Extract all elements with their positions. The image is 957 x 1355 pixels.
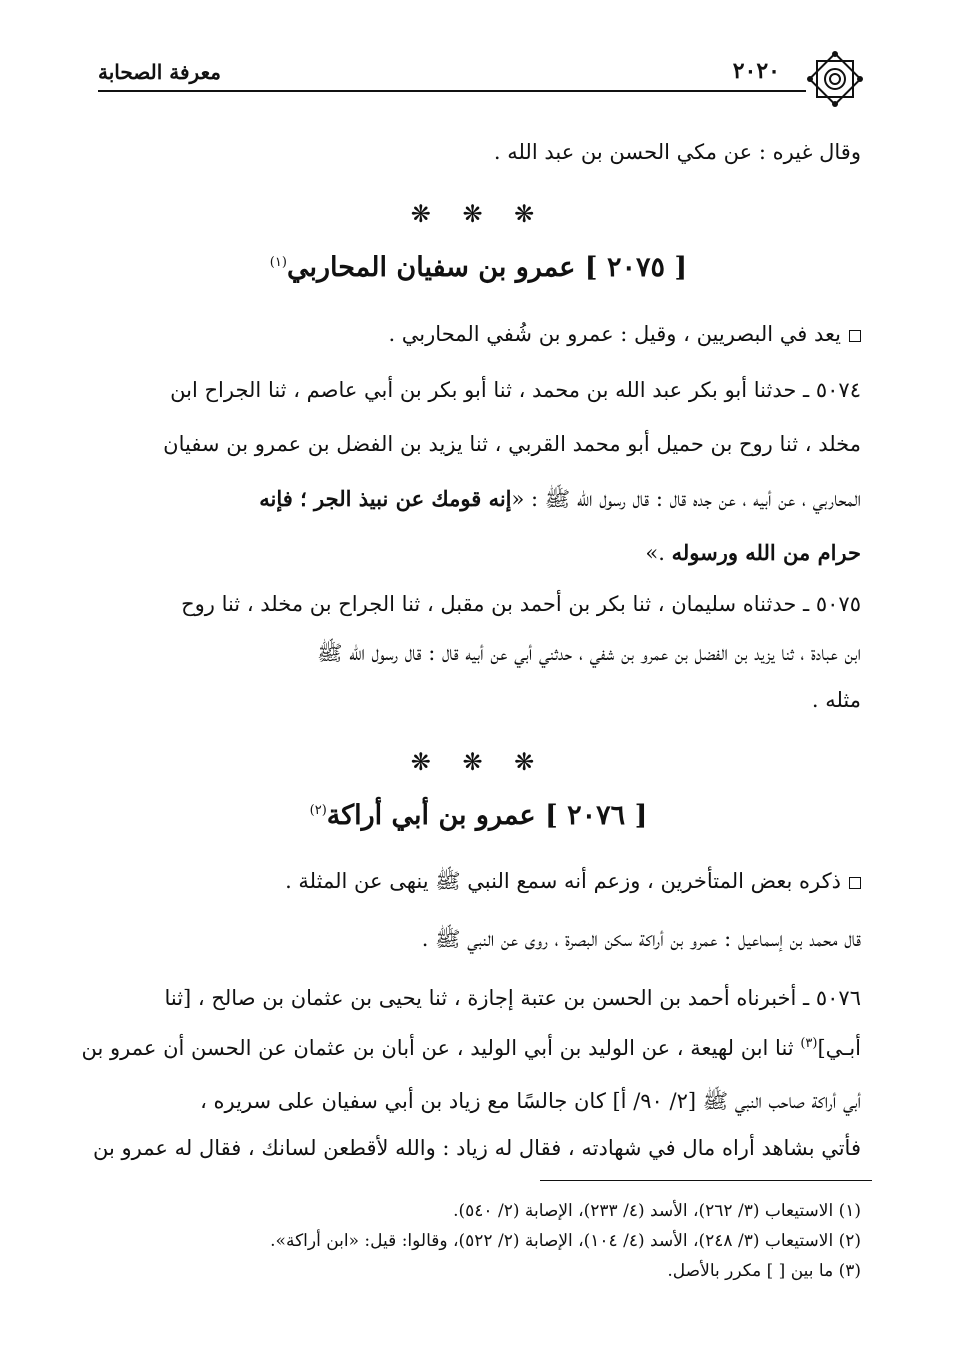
footnote-1: (١) الاستيعاب (٣/ ٢٦٢)، الأسد (٤/ ٢٣٣)، الإصابة (٢/ ٥٤٠).: [453, 1201, 861, 1221]
footnote-2: (٢) الاستيعاب (٣/ ٢٤٨)، الأسد (٤/ ١٠٤)، الإصابة (٢/ ٥٢٢)، وقالوا: قيل: «ابن أراكة».: [270, 1231, 861, 1251]
hadith-5074-line-2: مخلد ، ثنا روح بن حميل أبو محمد القربي ، ثنا يزيد بن الفضل بن عمرو بن سفيان: [163, 432, 861, 456]
hadith-5076-line-2-rest: ثنا ابن لهيعة ، عن الوليد بن أبي الوليد ، عن أبان بن عثمان عن الحسن أن عمرو بن: [81, 1036, 794, 1060]
footnote-rule: [540, 1180, 872, 1181]
footnote-ref-3: (٣): [800, 1036, 818, 1051]
hadith-5076-line-4: فأتي بشاهد أراه مال في شهادته ، فقال له زياد : والله لأقطعن لسانك ، فقال له عمرو بن: [93, 1136, 861, 1160]
entry-2076-intro-text: ذكره بعض المتأخرين ، وزعم أنه سمع النبي ﷺ ينهى عن المثلة .: [285, 869, 841, 893]
square-bullet-icon: [849, 330, 861, 342]
bukhari-line: قال محمد بن إسماعيل : عمرو بن أراكة سكن البصرة ، روى عن النبي ﷺ .: [421, 927, 861, 951]
footnote-ref-1: (١): [269, 255, 287, 270]
hadith-5074-quote: إنه قومك عن نبيذ الجر ؛ فإنه: [259, 486, 512, 511]
footnote-ref-2: (٢): [309, 803, 327, 818]
hadith-5074-line-3-text: المحاربي ، عن أبيه ، عن جده قال : قال رسول الله ﷺ : «: [511, 487, 861, 511]
hadith-5075-line-1: ٥٠٧٥ ـ حدثناه سليمان ، ثنا بكر بن أحمد بن مقبل ، ثنا الجراح بن مخلد ، ثنا روح: [181, 592, 861, 616]
footnote-3: (٣) ما بين [ ] مكرر بالأصل.: [667, 1261, 861, 1281]
hadith-5074-line-3: [95, 486, 861, 517]
running-title: معرفة الصحابة: [98, 60, 221, 84]
entry-2075-intro-text: يعد في البصريين ، وقيل : عمرو بن شُفي المحاربي .: [388, 322, 841, 346]
entry-2076-heading: [0, 800, 957, 831]
entry-2076-title: [ ٢٠٧٦ ] عمرو بن أبي أراكة: [326, 800, 648, 831]
footnotes: [95, 1196, 861, 1286]
square-bullet-icon: [849, 877, 861, 889]
entry-2075-intro: [95, 322, 861, 346]
hadith-5074-quote-end: حرام من الله ورسوله: [671, 540, 861, 565]
hadith-5076-line-1: ٥٠٧٦ ـ أخبرناه أحمد بن الحسن بن عتبة إجازة ، ثنا يحيى بن عثمان بن صالح ، [ثنا: [164, 986, 861, 1010]
hadith-5074-line-4: حرام من الله ورسوله .»: [645, 540, 861, 565]
octagram-ornament-icon: [804, 48, 866, 110]
header-rule: [98, 90, 806, 92]
intro-line: وقال غيره : عن مكي الحسن بن عبد الله .: [493, 140, 861, 164]
hadith-5075-line-3: مثله .: [811, 688, 861, 712]
separator-stars-2: ❋ ❋ ❋: [410, 748, 547, 776]
hadith-5076-line-2-start: أبـي]: [817, 1036, 861, 1060]
page-header: [98, 52, 860, 92]
hadith-5076-line-2: [81, 1036, 861, 1060]
separator-stars: ❋ ❋ ❋: [410, 200, 547, 228]
entry-2075-heading: [0, 252, 957, 283]
entry-2076-intro: [95, 868, 861, 899]
hadith-5074-line-1: ٥٠٧٤ ـ حدثنا أبو بكر عبد الله بن محمد ، ثنا أبو بكر بن أبي عاصم ، ثنا الجراح ابن: [170, 378, 861, 402]
entry-2075-title: [ ٢٠٧٥ ] عمرو بن سفيان المحاربي: [286, 252, 688, 283]
page-number: ٢٠٢٠: [732, 58, 780, 84]
hadith-5075-line-2: ابن عبادة ، ثنا يزيد بن الفضل بن عمرو بن شفي ، حدثني أبي عن أبيه قال : قال رسول الله ﷺ: [317, 641, 861, 665]
hadith-5076-line-3: أبي أراكة صاحب النبي ﷺ [٢/ ٩٠/ أ] كان جالسًا مع زياد بن أبي سفيان على سريره ،: [200, 1089, 861, 1113]
